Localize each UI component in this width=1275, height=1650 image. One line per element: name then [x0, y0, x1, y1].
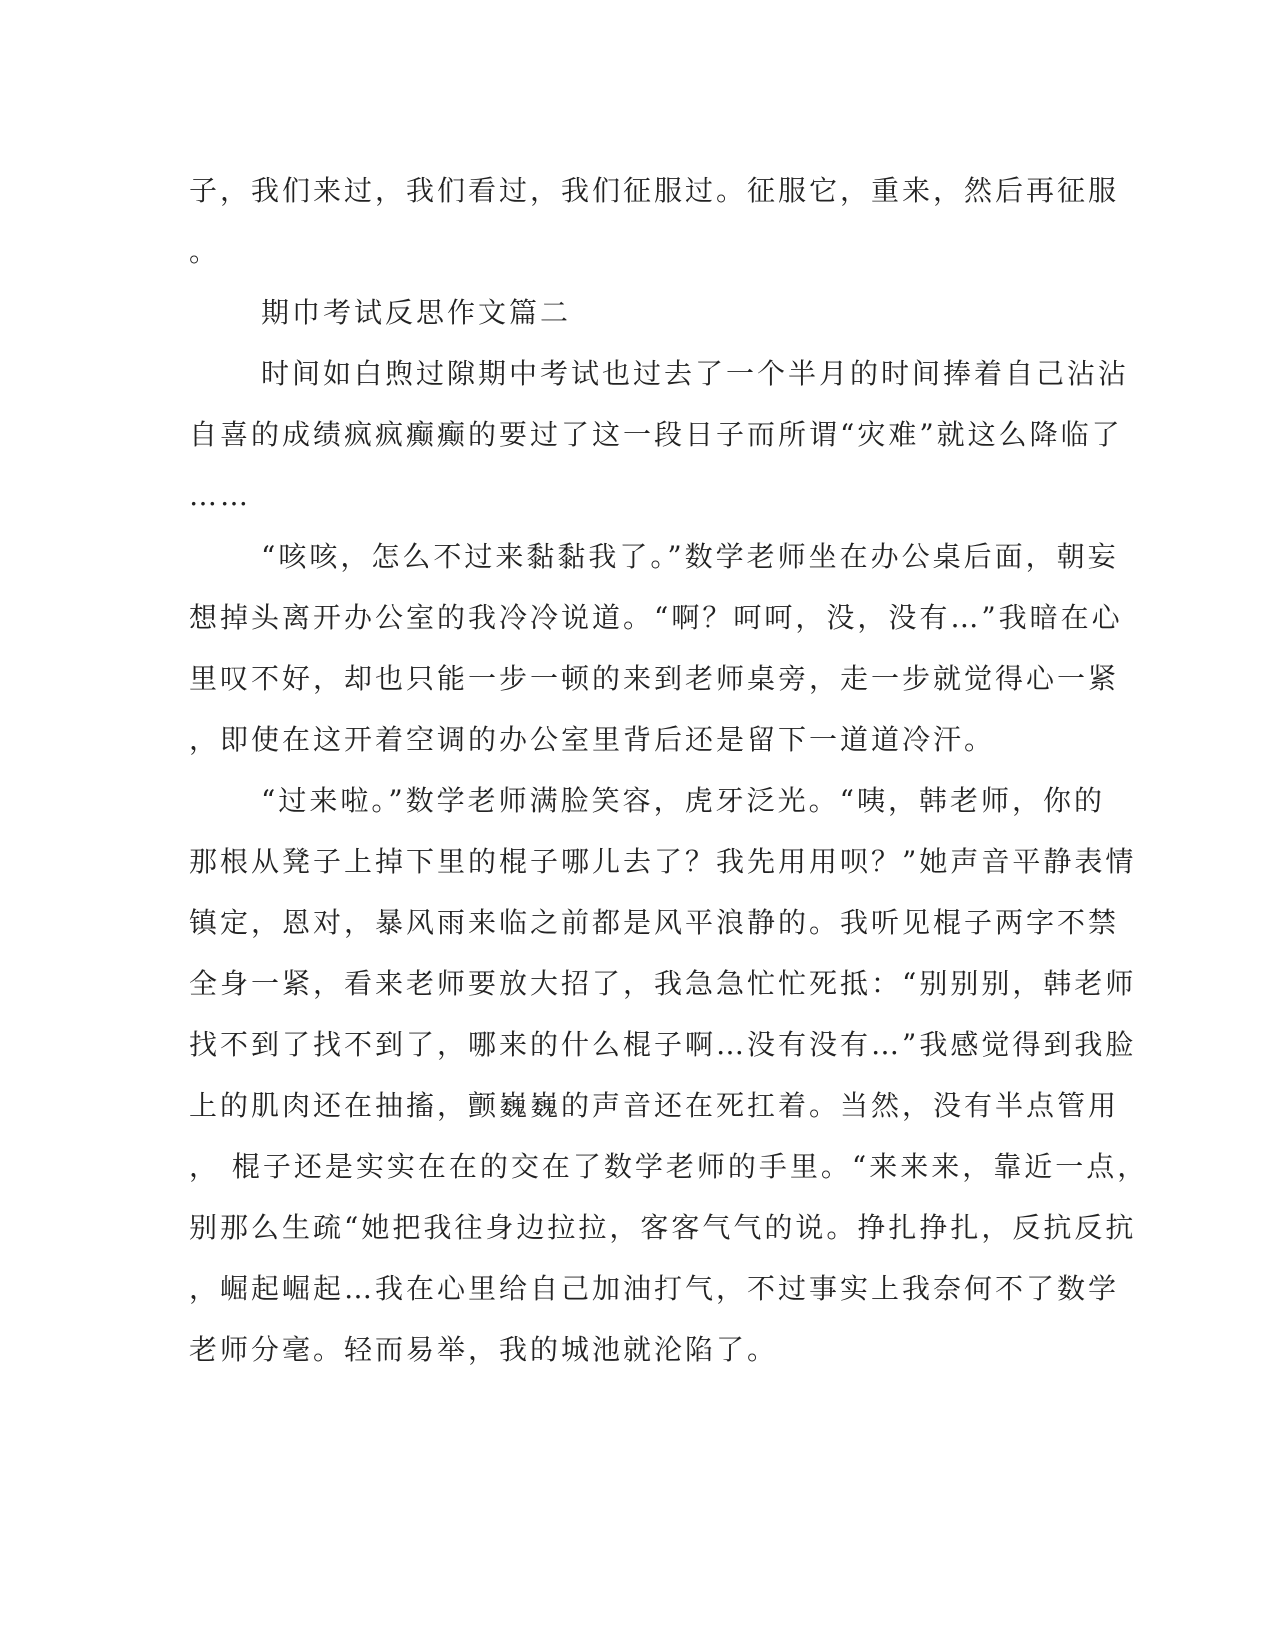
text-line: 想掉头离开办公室的我冷冷说道。“啊？呵呵，没，没有…”我暗在心	[189, 601, 1123, 634]
text-line: “咳咳，怎么不过来黏黏我了。”数学老师坐在办公桌后面，朝妄	[261, 540, 1119, 573]
text-line: 找不到了找不到了，哪来的什么棍子啊…没有没有…”我感觉得到我脸	[189, 1028, 1137, 1061]
text-line: “过来啦。”数学老师满脸笑容，虎牙泛光。“咦，韩老师，你的	[261, 784, 1105, 817]
text-line: 那根从凳子上掉下里的棍子哪儿去了？我先用用呗？”她声音平静表情	[189, 845, 1137, 878]
text-line: 上的肌肉还在抽搐，颤巍巍的声音还在死扛着。当然，没有半点管用	[189, 1089, 1120, 1122]
text-line: ，即使在这开着空调的办公室里背后还是留下一道道冷汗。	[189, 723, 996, 756]
text-line: 子，我们来过，我们看过，我们征服过。征服它，重来，然后再征服	[189, 174, 1120, 207]
text-line: 全身一紧，看来老师要放大招了，我急急忙忙死抵：“别别别，韩老师	[189, 967, 1137, 1000]
text-line: 里叹不好，却也只能一步一顿的来到老师桌旁，走一步就觉得心一紧	[189, 662, 1120, 695]
text-line: ， 棍子还是实实在在的交在了数学老师的手里。“来来来，靠近一点，	[189, 1150, 1149, 1183]
section-heading: 期巾考试反思作文篇二	[261, 296, 572, 329]
text-line: 自喜的成绩疯疯癫癫的要过了这一段日子而所谓“灾难”就这么降临了	[189, 418, 1123, 451]
text-line: ，崛起崛起…我在心里给自己加油打气，不过事实上我奈何不了数学	[189, 1272, 1120, 1305]
text-line: 别那么生疏“她把我往身边拉拉，客客气气的说。挣扎挣扎，反抗反抗	[189, 1211, 1137, 1244]
text-line: 老师分毫。轻而易举，我的城池就沦陷了。	[189, 1333, 779, 1366]
text-line: 时间如白煦过隙期中考试也过去了一个半月的时间捧着自己沾沾	[261, 357, 1130, 390]
body-text	[189, 160, 1149, 1380]
text-line: 镇定，恩对，暴风雨来临之前都是风平浪静的。我听见棍子两字不禁	[189, 906, 1120, 939]
text-line: 。	[189, 235, 221, 268]
text-line: ……	[189, 479, 251, 512]
